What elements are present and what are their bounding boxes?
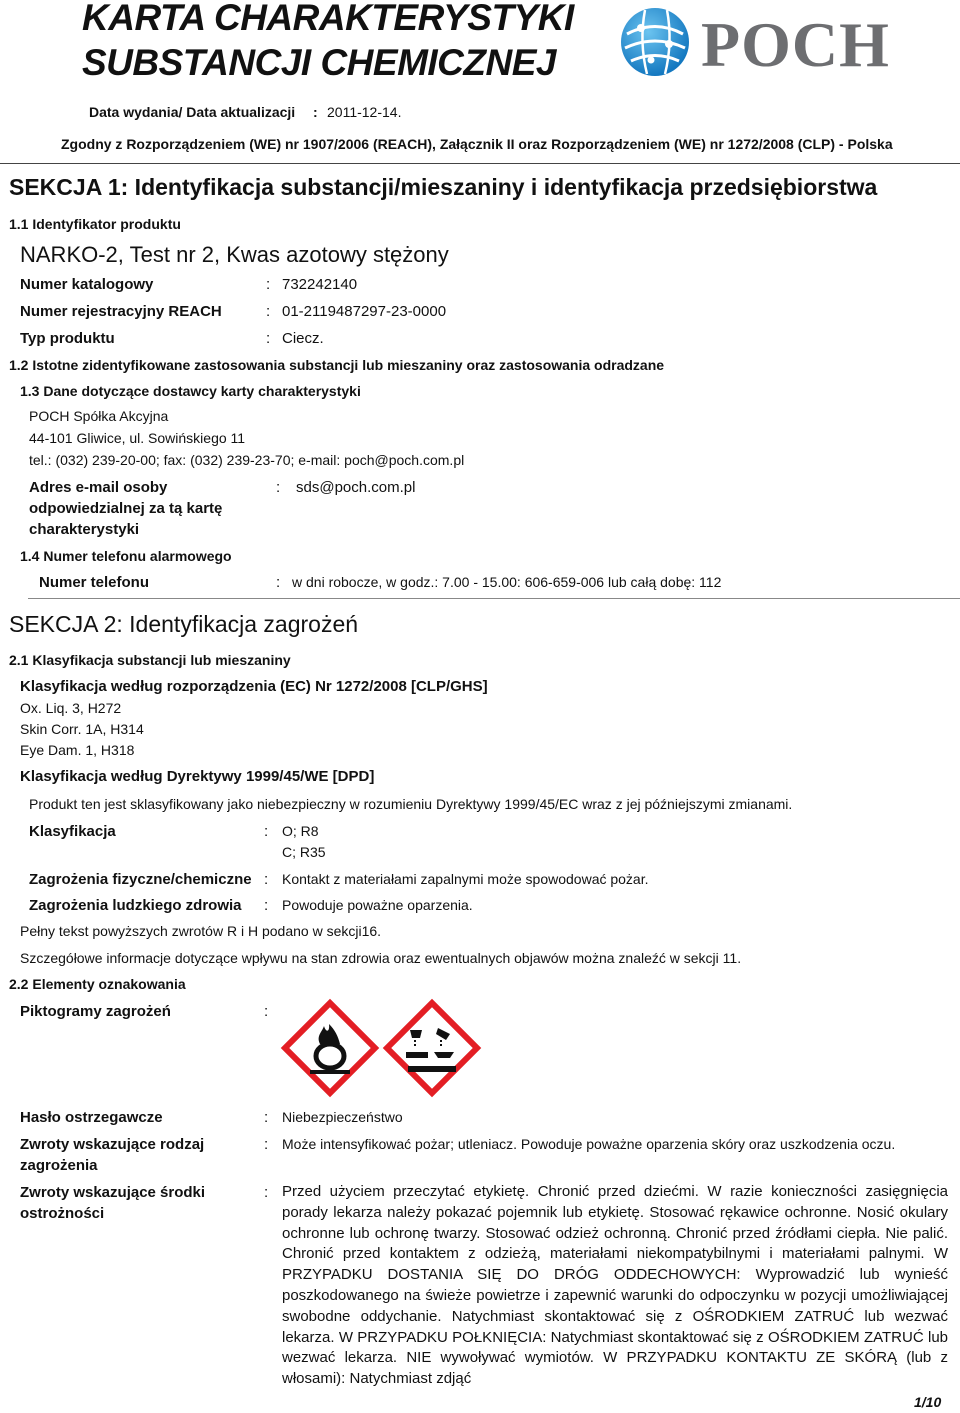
subsection-2-1: 2.1 Klasyfikacja substancji lub mieszaniny xyxy=(9,652,291,668)
clp-item: Ox. Liq. 3, H272 xyxy=(20,700,122,716)
full-text-note: Pełny tekst powyższych zwrotów R i H podano w sekcji16. xyxy=(20,923,382,939)
reach-number-colon: : xyxy=(266,303,271,320)
signal-word-value: Niebezpieczeństwo xyxy=(282,1109,403,1125)
health-label: Zagrożenia ludzkiego zdrowia xyxy=(29,897,242,914)
poch-logo xyxy=(617,4,957,82)
signal-word-label: Hasło ostrzegawcze xyxy=(20,1109,163,1126)
flame-over-circle-icon xyxy=(282,1000,378,1096)
section1-heading: SEKCJA 1: Identyfikacja substancji/mieszaniny i identyfikacja przedsiębiorstwa xyxy=(9,174,878,200)
reach-number-value: 01-2119487297-23-0000 xyxy=(282,303,447,320)
supplier-address: 44-101 Gliwice, ul. Sowińskiego 11 xyxy=(29,430,246,446)
precautionary-statements-value: Przed użyciem przeczytać etykietę. Chronić przed dziećmi. W razie konieczności zasięgnięcia porady lekarza należy pokazać pojemnik lub etykietę. Stosować rękawice ochronne. Nosić okulary ochronne lub ochronę twarzy. Stosować odzież ochronną. Chronić przed źródłami ciepła. Nie palić. Chronić przed kontaktem z odzieżą, materiałami niekompatybilnymi i materiałami palnymi. W PRZYPADKU DOSTANIA SIĘ DO DRÓG ODDECHOWYCH: Wyprowadzić lub wynieść poszkodowanego na świeże powietrze i zapewnić warunki do odpoczynku w pozycji umożliwiającej swobodne oddychanie. Natychmiast skontaktować się z OŚRODKIEM ZATRUĆ lub wezwać lekarza. W PRZYPADKU POŁKNIĘCIA: Natychmiast skontaktować się z OŚRODKIEM ZATRUĆ lub wezwać lekarza. NIE wywoływać wymiotów. W PRZYPADKU KONTAKTU ZE SKÓRĄ (lub z włosami): Natychmiast zdjąć xyxy=(282,1183,948,1388)
email-label-line2: odpowiedzialnej za tą kartę xyxy=(29,500,223,517)
subsection-1-3: 1.3 Dane dotyczące dostawcy karty charakterystyki xyxy=(20,383,361,399)
clp-heading: Klasyfikacja według rozporządzenia (EC) Nr 1272/2008 [CLP/GHS] xyxy=(20,678,488,695)
issue-date-colon: : xyxy=(313,104,318,120)
health-effects-note: Szczegółowe informacje dotyczące wpływu na stan zdrowia oraz ewentualnych objawów można znaleźć w sekcji 11. xyxy=(20,950,742,966)
hazard-statements-colon: : xyxy=(264,1136,269,1153)
phone-value: w dni robocze, w godz.: 7.00 - 15.00: 606-659-006 lub całą dobę: 112 xyxy=(292,574,722,590)
product-type-colon: : xyxy=(266,330,271,347)
issue-date-value: 2011-12-14. xyxy=(327,104,402,120)
ghs-oxidizer-pictogram xyxy=(282,1000,378,1096)
section1-divider xyxy=(28,598,960,599)
precautionary-statements-label-line2: ostrożności xyxy=(20,1205,105,1222)
klasyfikacja-value: O; R8 xyxy=(282,823,319,839)
document-title-line2: SUBSTANCJI CHEMICZNEJ xyxy=(82,42,556,83)
reach-number-label: Numer rejestracyjny REACH xyxy=(20,303,222,320)
klasyfikacja-value: C; R35 xyxy=(282,844,326,860)
supplier-contact: tel.: (032) 239-20-00; fax: (032) 239-23-70; e-mail: poch@poch.com.pl xyxy=(29,452,465,468)
email-value[interactable]: sds@poch.com.pl xyxy=(296,479,416,496)
document-title-line1: KARTA CHARAKTERYSTYKI xyxy=(82,0,574,38)
subsection-1-2: 1.2 Istotne zidentyfikowane zastosowania substancji lub mieszaniny oraz zastosowania odradzane xyxy=(9,357,665,373)
section2-heading: SEKCJA 2: Identyfikacja zagrożeń xyxy=(9,611,359,637)
product-type-label: Typ produktu xyxy=(20,330,115,347)
logo-text: POCH xyxy=(701,9,890,80)
physchem-colon: : xyxy=(264,871,269,888)
supplier-name: POCH Spółka Akcyjna xyxy=(29,408,169,424)
hazard-statements-label-line2: zagrożenia xyxy=(20,1157,98,1174)
subsection-1-1: 1.1 Identyfikator produktu xyxy=(9,216,181,232)
email-label-line3: charakterystyki xyxy=(29,521,140,538)
precautionary-statements-label-line1: Zwroty wskazujące środki xyxy=(20,1184,206,1201)
dpd-heading: Klasyfikacja według Dyrektywy 1999/45/WE [DPD] xyxy=(20,768,375,785)
physchem-value: Kontakt z materiałami zapalnymi może spowodować pożar. xyxy=(282,871,649,887)
signal-word-colon: : xyxy=(264,1109,269,1126)
product-type-value: Ciecz. xyxy=(282,330,324,347)
phone-label: Numer telefonu xyxy=(39,574,150,591)
hazard-statements-value: Może intensyfikować pożar; utleniacz. Powoduje poważne oparzenia skóry oraz uszkodzenia oczu. xyxy=(282,1136,896,1152)
precautionary-statements-colon: : xyxy=(264,1184,269,1201)
issue-date-label: Data wydania/ Data aktualizacji xyxy=(89,104,296,120)
regulation-line: Zgodny z Rozporządzeniem (WE) nr 1907/2006 (REACH), Załącznik II oraz Rozporządzeniem (WE) nr 1272/2008 (CLP) - Polska xyxy=(61,136,893,152)
health-colon: : xyxy=(264,897,269,914)
email-label-line1: Adres e-mail osoby xyxy=(29,479,168,496)
catalog-number-colon: : xyxy=(266,276,271,293)
dpd-statement: Produkt ten jest sklasyfikowany jako niebezpieczny w rozumieniu Dyrektywy 1999/45/EC wraz z jej późniejszymi zmianami. xyxy=(29,796,793,812)
clp-item: Eye Dam. 1, H318 xyxy=(20,742,135,758)
product-name: NARKO-2, Test nr 2, Kwas azotowy stężony xyxy=(20,242,449,267)
header-divider xyxy=(0,163,960,164)
phone-colon: : xyxy=(276,574,281,591)
hazard-statements-label-line1: Zwroty wskazujące rodzaj xyxy=(20,1136,205,1153)
physchem-label: Zagrożenia fizyczne/chemiczne xyxy=(29,871,252,888)
pictograms-label: Piktogramy zagrożeń xyxy=(20,1003,171,1020)
subsection-1-4: 1.4 Numer telefonu alarmowego xyxy=(20,548,232,564)
email-colon: : xyxy=(276,479,281,496)
catalog-number-label: Numer katalogowy xyxy=(20,276,154,293)
ghs-corrosion-pictogram xyxy=(384,1000,480,1096)
catalog-number-value: 732242140 xyxy=(282,276,358,293)
subsection-2-2: 2.2 Elementy oznakowania xyxy=(9,976,186,992)
page-number: 1/10 xyxy=(914,1394,942,1410)
klasyfikacja-label: Klasyfikacja xyxy=(29,823,116,840)
corrosion-icon xyxy=(384,1000,480,1096)
klasyfikacja-colon: : xyxy=(264,823,269,840)
health-value: Powoduje poważne oparzenia. xyxy=(282,897,473,913)
pictograms-colon: : xyxy=(264,1003,269,1020)
clp-item: Skin Corr. 1A, H314 xyxy=(20,721,144,737)
